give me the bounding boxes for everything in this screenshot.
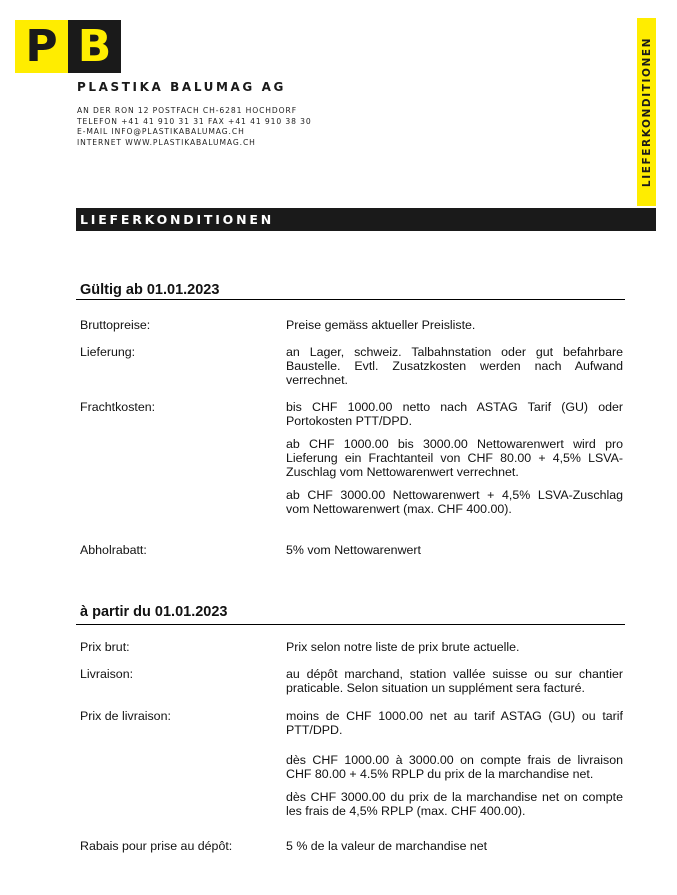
text-bruttopreise [286,318,623,341]
paragraph: moins de CHF 1000.00 net au tarif ASTAG (GU) ou tarif PTT/DPD. [286,709,623,737]
label-lieferung: Lieferung: [80,345,136,359]
section-divider [76,624,625,625]
label-prix-brut: Prix brut: [80,640,130,654]
paragraph: Prix selon notre liste de prix brute actuelle. [286,640,520,654]
label-abholrabatt: Abholrabatt: [80,543,147,557]
logo-letter-b: B [68,20,121,73]
page-title: LIEFERKONDITIONEN [80,212,274,227]
phone-line: TELEFON +41 41 910 31 31 FAX +41 41 910 38 30 [77,116,312,126]
paragraph: ab CHF 1000.00 bis 3000.00 Nettowarenwert wird pro Lieferung ein Frachtanteil von CHF 80.00 + 4,5% LSVA-Zuschlag vom Nettowarenwert verrechnet. [286,437,623,479]
text-rabais [286,839,623,862]
company-name: PLASTIKA BALUMAG AG [77,80,286,94]
paragraph: dès CHF 3000.00 du prix de la marchandise net on compte les frais de 4,5% RPLP (max. CHF 400.00). [286,790,623,818]
text-lieferung [286,345,623,396]
text-abholrabatt [286,543,623,566]
label-rabais: Rabais pour prise au dépôt: [80,839,233,853]
label-frachtkosten: Frachtkosten: [80,400,156,414]
side-banner [637,18,656,206]
text-prix-livraison [286,709,623,827]
website-line: INTERNET WWW.PLASTIKABALUMAG.CH [77,137,256,147]
company-address [77,106,312,148]
text-frachtkosten [286,400,623,525]
paragraph: dès CHF 1000.00 à 3000.00 on compte frais de livraison CHF 80.00 + 4.5% RPLP du prix de la marchandise net. [286,753,623,781]
paragraph: 5 % de la valeur de marchandise net [286,839,488,853]
paragraph: bis CHF 1000.00 netto nach ASTAG Tarif (GU) oder Portokosten PTT/DPD. [286,400,623,428]
section-heading-de: Gültig ab 01.01.2023 [80,282,220,298]
company-logo [15,20,121,73]
paragraph: Preise gemäss aktueller Preisliste. [286,318,476,332]
label-prix-livraison: Prix de livraison: [80,709,171,723]
logo-letter-p: P [15,20,68,73]
section-heading-fr: à partir du 01.01.2023 [80,604,228,620]
text-prix-brut [286,640,623,663]
side-banner-label: LIEFERKONDITIONEN [640,36,653,188]
paragraph: an Lager, schweiz. Talbahnstation oder gut befahrbare Baustelle. Evtl. Zusatzkosten werden nach Aufwand verrechnet. [286,345,623,387]
label-bruttopreise: Bruttopreise: [80,318,151,332]
text-livraison [286,667,623,704]
title-bar [76,208,656,231]
section-divider [76,299,625,300]
email-line: E-MAIL INFO@PLASTIKABALUMAG.CH [77,127,245,136]
address-line: AN DER RON 12 POSTFACH CH-6281 HOCHDORF [77,106,297,115]
paragraph: au dépôt marchand, station vallée suisse ou sur chantier praticable. Selon situation un supplément sera facturé. [286,667,623,695]
label-livraison: Livraison: [80,667,134,681]
paragraph: 5% vom Nettowarenwert [286,543,421,557]
paragraph: ab CHF 3000.00 Nettowarenwert + 4,5% LSVA-Zuschlag vom Nettowarenwert (max. CHF 400.00). [286,488,623,516]
